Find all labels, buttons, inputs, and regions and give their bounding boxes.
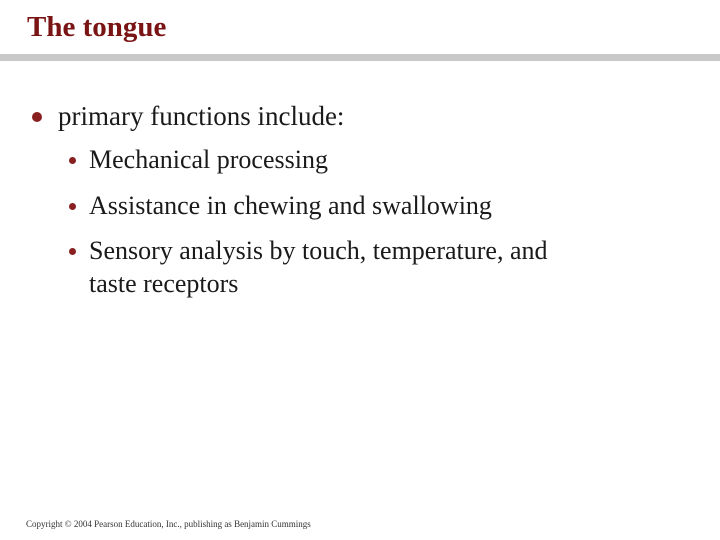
sub-bullet-text: Sensory analysis by touch, temperature, and taste receptors — [89, 236, 548, 298]
bullet-text: primary functions include: — [58, 101, 345, 131]
round-bullet-icon — [32, 112, 42, 122]
sub-bullet-item-mechanical — [69, 143, 328, 176]
sub-bullet-item-chewing — [69, 189, 492, 222]
slide-title: The tongue — [27, 11, 167, 43]
small-round-bullet-icon — [69, 248, 76, 255]
small-round-bullet-icon — [69, 203, 76, 210]
sub-bullet-text: Assistance in chewing and swallowing — [89, 191, 492, 220]
sub-bullet-item-sensory — [69, 234, 548, 300]
bullet-item — [32, 98, 344, 134]
small-round-bullet-icon — [69, 157, 76, 164]
sub-bullet-text: Mechanical processing — [89, 145, 328, 174]
title-divider — [0, 54, 720, 61]
copyright-footer: Copyright © 2004 Pearson Education, Inc., publishing as Benjamin Cummings — [26, 519, 311, 529]
